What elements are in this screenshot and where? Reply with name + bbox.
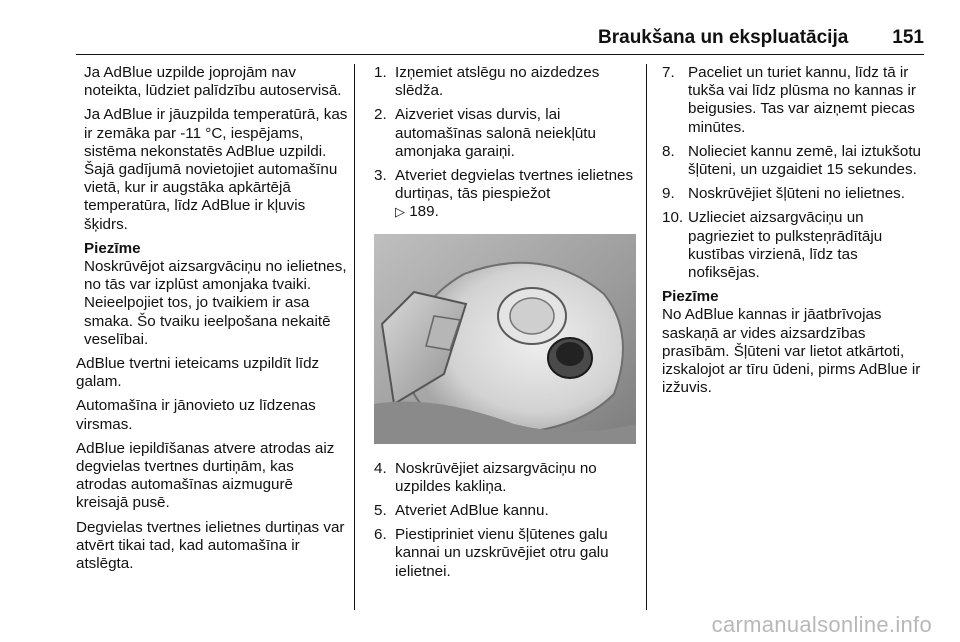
page-reference[interactable]: 189. (409, 203, 439, 221)
step-number: 3. (374, 167, 387, 185)
step-text: Piestipriniet vienu šļūtenes galu kannai un uzskrūvējiet otru galu ielietnei. (395, 526, 609, 580)
steps-list-continued (662, 64, 928, 282)
list-item (374, 502, 636, 520)
paragraph-fill-full: AdBlue tvertni ieteicams uzpildīt līdz galam. (76, 355, 320, 391)
column-1 (76, 64, 348, 579)
note-title: Piezīme (662, 288, 719, 306)
page-ref-arrow-icon: ▷ (395, 204, 405, 220)
step-text: Paceliet un turiet kannu, līdz tā ir tukša vai līdz plūsma no kannas ir beigusies. Tas var aizņemt piecas minūtes. (688, 64, 916, 136)
page-header (76, 27, 924, 51)
watermark: carmanualsonline.info (711, 612, 932, 637)
step-text: Noskrūvējiet aizsargvāciņu no uzpildes kakliņa. (395, 459, 597, 495)
fuel-filler-photo (374, 234, 636, 444)
header-rule (76, 54, 924, 55)
paragraph-door-unlock: Degvielas tvertnes ielietnes durtiņas var atvērt tikai tad, kad automašīna ir atslēgta. (76, 518, 345, 573)
adblue-cap-top (556, 342, 584, 366)
note-body: Noskrūvējot aizsargvāciņu no ielietnes, no tās var izplūst amonjaka tvaiki. Neieelpojiet tos, jo tvaikiem ir asa smaka. Šo tvaiku ieelpošana nekaitē veselībai. (84, 258, 347, 348)
list-item (374, 106, 636, 161)
step-text: Izņemiet atslēgu no aizdedzes slēdža. (395, 64, 600, 100)
step-number: 1. (374, 64, 387, 81)
step-text: Uzlieciet aizsargvāciņu un pagrieziet to pulksteņrādītāju kustības virzienā, līdz tas nofiksējas. (688, 209, 883, 282)
note-block-1 (84, 240, 348, 349)
paragraph-level-surface: Automašīna ir jānovieto uz līdzenas virsmas. (76, 397, 316, 433)
list-item (662, 185, 928, 203)
note-block-2 (662, 288, 928, 397)
step-text: Aizveriet visas durvis, lai automašīnas salonā neiekļūtu amonjaka garaiņi. (395, 106, 596, 160)
steps-list-top (374, 64, 636, 222)
step-text: Noskrūvējiet šļūteni no ielietnes. (688, 185, 905, 203)
step-number: 7. (662, 64, 675, 81)
step-number: 4. (374, 459, 387, 477)
column-3 (662, 64, 928, 403)
note-body: No AdBlue kannas ir jāatbrīvojas saskaņā ar vides aizsardzības prasībām. Šļūteni var lietot atkārtoti, izskalojot ar tīru ūdeni, pirms AdBlue ir izžuvis. (662, 306, 921, 397)
fuel-cap (510, 298, 554, 334)
intro-paragraph-1: Ja AdBlue uzpilde joprojām nav noteikta, lūdziet palīdzību autoservisā. (84, 64, 342, 100)
step-number: 5. (374, 502, 387, 520)
list-item (374, 526, 636, 581)
list-item (662, 64, 928, 137)
section-title: Braukšana un ekspluatācija (598, 27, 849, 48)
column-divider-1 (354, 64, 355, 610)
step-number: 9. (662, 185, 675, 203)
list-item (374, 460, 636, 496)
step-text: Atveriet AdBlue kannu. (395, 502, 549, 520)
list-item (374, 64, 636, 100)
page-number: 151 (892, 27, 924, 48)
step-number: 6. (374, 526, 387, 544)
step-text: Atveriet degvielas tvertnes ielietnes durtiņas, tās piespiežot (395, 167, 634, 203)
steps-list-bottom (374, 460, 636, 581)
step-number: 2. (374, 106, 387, 124)
list-item (662, 143, 928, 179)
step-text: Nolieciet kannu zemē, lai iztukšotu šļūteni, un uzgaidiet 15 sekundes. (688, 142, 921, 179)
step-number: 8. (662, 142, 675, 160)
intro-paragraph-2: Ja AdBlue ir jāuzpilda temperatūrā, kas ir zemāka par -11 °C, iespējams, sistēma nekonstatēs AdBlue uzpildi. Šajā gadījumā novietojiet automašīnu vietā, kur ir augstāka apkārtējā temperatūra, līdz AdBlue ir kļuvis šķidrs. (84, 106, 348, 233)
list-item (374, 167, 636, 222)
column-2 (374, 64, 636, 587)
paragraph-filler-location: AdBlue iepildīšanas atvere atrodas aiz degvielas tvertnes durtiņām, kas atrodas automašīnas aizmugurē kreisajā pusē. (76, 439, 335, 512)
note-title: Piezīme (84, 239, 141, 257)
step-number: 10. (662, 209, 684, 227)
column-divider-2 (646, 64, 647, 610)
list-item (662, 209, 928, 282)
